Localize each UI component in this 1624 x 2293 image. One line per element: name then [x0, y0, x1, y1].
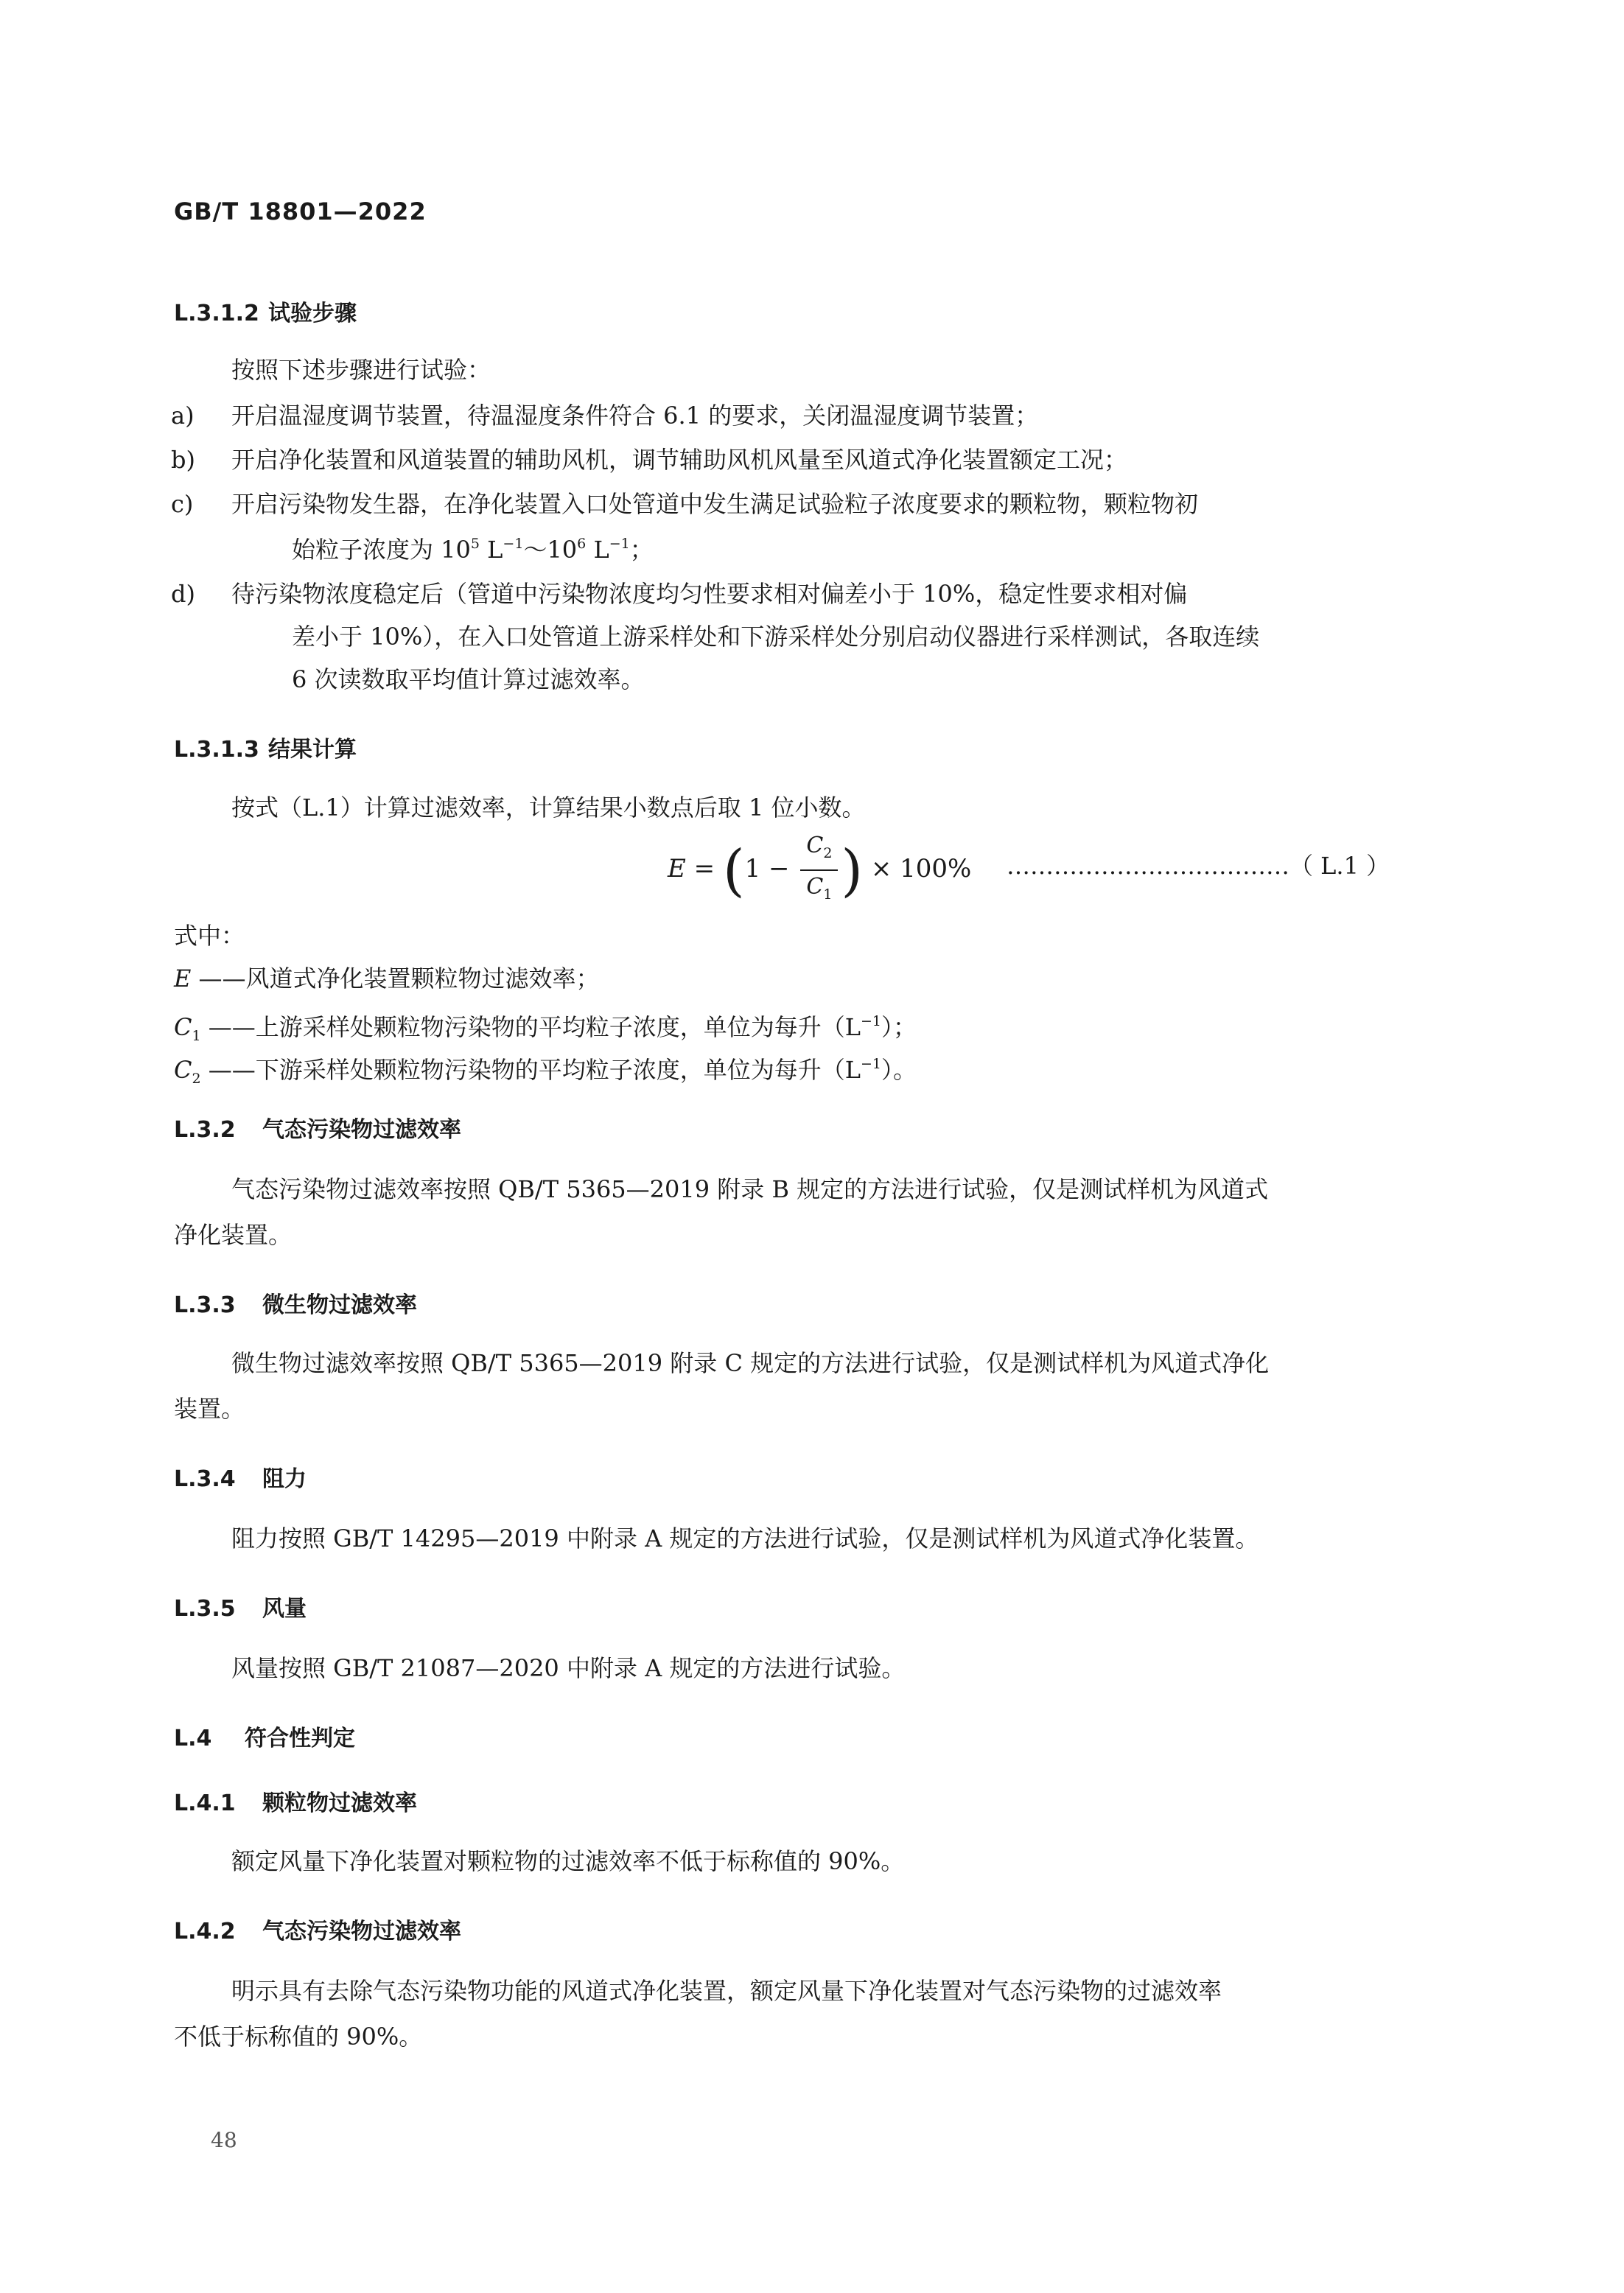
heading-l313	[174, 731, 357, 763]
formula-lhs: E	[668, 854, 686, 883]
list-item-d	[171, 572, 1188, 616]
exponent: −1	[503, 536, 524, 552]
heading-l42	[174, 1913, 461, 1945]
heading-l312	[174, 295, 357, 327]
exponent: 5	[470, 536, 480, 552]
heading-l34	[174, 1460, 307, 1493]
formula-one: 1 −	[744, 854, 798, 883]
paragraph: 按式（L.1）计算过滤效率，计算结果小数点后取 1 位小数。	[231, 794, 866, 822]
page-number: 48	[211, 2128, 237, 2152]
section-number: L.3.4	[174, 1466, 236, 1492]
section-number: L.3.3	[174, 1292, 236, 1318]
subscript: 1	[192, 1028, 201, 1044]
section-title: 阻力	[262, 1466, 307, 1492]
paren-close: )	[841, 837, 864, 903]
equation-tag: ………………………………（ L.1 ）	[1007, 852, 1390, 880]
denominator	[800, 871, 838, 909]
list-text: 待污染物浓度稳定后（管道中污染物浓度均匀性要求相对偏差小于 10%，稳定性要求相对偏	[231, 580, 1188, 608]
exponent: −1	[861, 1013, 882, 1029]
paragraph: 阻力按照 GB/T 14295—2019 中附录 A 规定的方法进行试验，仅是测试样机为风道式净化装置。	[231, 1524, 1259, 1552]
heading-l35	[174, 1590, 307, 1622]
paragraph: 额定风量下净化装置对颗粒物的过滤效率不低于标称值的 90%。	[231, 1847, 905, 1875]
heading-l41	[174, 1785, 417, 1817]
paragraph: 微生物过滤效率按照 QB/T 5365—2019 附录 C 规定的方法进行试验，仅是测试样机为风道式净化	[231, 1349, 1270, 1377]
formula-l1	[668, 831, 971, 912]
exponent: −1	[609, 536, 630, 552]
symbol: C	[174, 1013, 192, 1041]
definition: ——上游采样处颗粒物污染物的平均粒子浓度，单位为每升（L	[200, 1013, 861, 1041]
section-number: L.3.1.2	[174, 301, 259, 326]
definition-end: ）。	[881, 1056, 917, 1084]
where-label: 式中：	[174, 922, 245, 950]
list-item-c	[171, 482, 1199, 526]
section-title: 微生物过滤效率	[262, 1292, 417, 1318]
section-number: L.4.1	[174, 1790, 236, 1816]
list-item-a	[171, 393, 1039, 438]
section-number: L.4.2	[174, 1919, 236, 1944]
section-title: 气态污染物过滤效率	[262, 1919, 461, 1944]
subscript: 2	[192, 1071, 201, 1087]
var: C	[806, 833, 824, 858]
list-text: 开启温湿度调节装置，待温湿度条件符合 6.1 的要求，关闭温湿度调节装置；	[231, 402, 1039, 430]
variable-def	[174, 956, 600, 1001]
numerator	[800, 831, 838, 871]
list-text: 开启污染物发生器，在净化装置入口处管道中发生满足试验粒子浓度要求的颗粒物，颗粒物初	[231, 490, 1199, 518]
section-number: L.4	[174, 1726, 212, 1751]
text: ；	[629, 536, 654, 564]
subscript: 2	[823, 845, 833, 861]
symbol: E	[174, 965, 192, 993]
definition: ——下游采样处颗粒物污染物的平均粒子浓度，单位为每升（L	[200, 1056, 861, 1084]
paragraph: 按照下述步骤进行试验：	[231, 356, 491, 384]
list-text: 开启净化装置和风道装置的辅助风机，调节辅助风机风量至风道式净化装置额定工况；	[231, 446, 1128, 474]
section-title: 试验步骤	[268, 301, 357, 326]
paragraph: 气态污染物过滤效率按照 QB/T 5365—2019 附录 B 规定的方法进行试验，仅是测试样机为风道式	[231, 1175, 1269, 1203]
section-title: 结果计算	[268, 737, 357, 763]
variable-def	[174, 1042, 917, 1101]
formula-times: × 100%	[863, 854, 972, 883]
section-title: 风量	[262, 1596, 307, 1622]
paragraph-cont: 不低于标称值的 90%。	[174, 2023, 423, 2051]
heading-l32	[174, 1111, 461, 1144]
section-number: L.3.5	[174, 1596, 236, 1622]
standard-id: GB/T 18801—2022	[174, 197, 427, 225]
symbol: C	[174, 1056, 192, 1084]
list-label: d)	[171, 580, 195, 608]
list-item-d-cont: 6 次读数取平均值计算过滤效率。	[292, 665, 645, 693]
paragraph-cont: 净化装置。	[174, 1221, 293, 1249]
heading-l33	[174, 1286, 417, 1319]
section-title: 颗粒物过滤效率	[262, 1790, 417, 1816]
definition: ——风道式净化装置颗粒物过滤效率；	[191, 965, 600, 993]
list-item-c-cont	[292, 522, 654, 572]
heading-l4	[174, 1720, 355, 1752]
section-number: L.3.1.3	[174, 737, 259, 763]
section-number: L.3.2	[174, 1117, 236, 1143]
paren-open: (	[722, 837, 745, 903]
section-title: 符合性判定	[245, 1726, 355, 1751]
text: 始粒子浓度为 10	[292, 536, 471, 564]
exponent: −1	[861, 1056, 882, 1072]
section-title: 气态污染物过滤效率	[262, 1117, 461, 1143]
subscript: 1	[823, 886, 833, 903]
list-label: c)	[171, 490, 194, 518]
text: L	[480, 536, 503, 564]
paragraph-cont: 装置。	[174, 1395, 245, 1423]
exponent: 6	[577, 536, 587, 552]
definition-end: ）；	[881, 1013, 917, 1041]
paragraph: 风量按照 GB/T 21087—2020 中附录 A 规定的方法进行试验。	[231, 1654, 906, 1682]
fraction	[800, 831, 838, 909]
list-label: b)	[171, 446, 195, 474]
list-label: a)	[171, 402, 195, 430]
text: ～10	[523, 536, 578, 564]
list-item-d-cont: 差小于 10%），在入口处管道上游采样处和下游采样处分别启动仪器进行采样测试，各取连续	[292, 623, 1260, 651]
var: C	[806, 874, 824, 900]
list-item-b	[171, 438, 1128, 482]
formula-eq: =	[685, 854, 723, 883]
paragraph: 明示具有去除气态污染物功能的风道式净化装置，额定风量下净化装置对气态污染物的过滤效率	[231, 1977, 1222, 2005]
text: L	[586, 536, 609, 564]
